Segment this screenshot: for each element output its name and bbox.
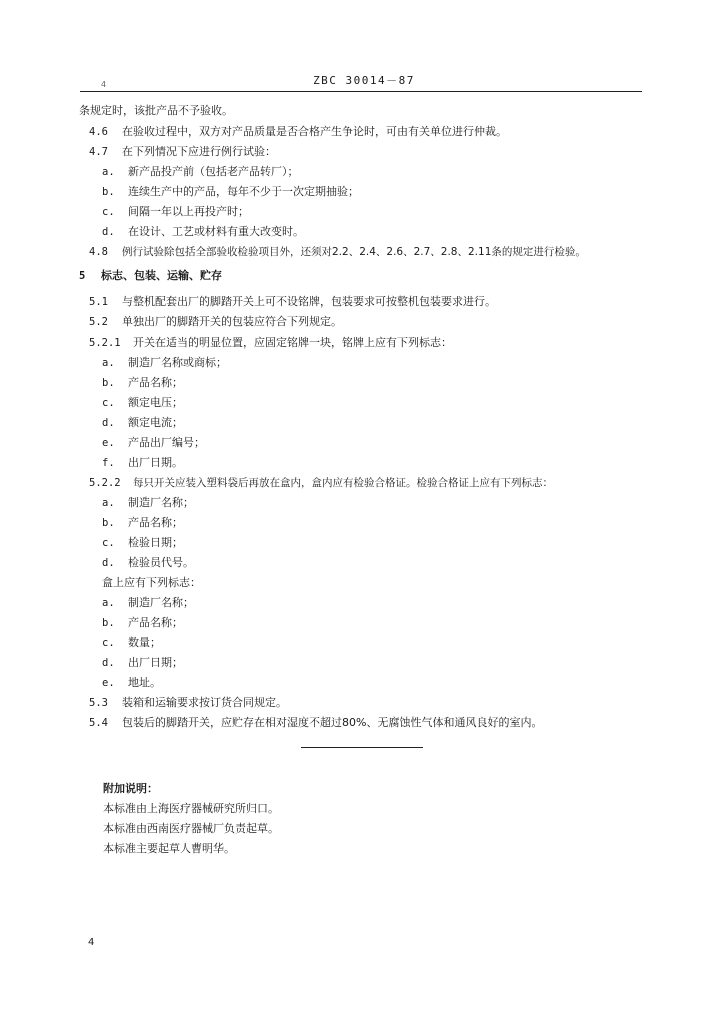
list-item: b. 产品名称； — [102, 376, 183, 389]
list-item: c. 数量； — [102, 636, 161, 649]
list-item: d. 额定电流； — [102, 416, 183, 429]
list-item: b. 连续生产中的产品，每年不少于一次定期抽验； — [102, 185, 359, 198]
header-mark: 4 — [101, 80, 107, 89]
list-item: c. 检验日期； — [102, 536, 183, 549]
clause-5-2-2: 5.2.2 每只开关应装入塑料袋后再放在盒内，盒内应有检验合格证。检验合格证上应有下列标志： — [89, 477, 553, 489]
standard-code: ZBC 30014－87 — [313, 74, 415, 87]
list-item: d. 出厂日期； — [102, 656, 183, 669]
list-item: a. 新产品投产前（包括老产品转厂）； — [102, 165, 299, 178]
list-item: c. 间隔一年以上再投产时； — [102, 205, 249, 218]
list-item: a. 制造厂名称； — [102, 496, 194, 509]
text-line: 条规定时，该批产品不予验收。 — [79, 104, 233, 117]
list-item: b. 产品名称； — [102, 516, 183, 529]
note-line: 本标准由西南医疗器械厂负责起草。 — [103, 822, 279, 835]
notes-title: 附加说明： — [103, 782, 158, 795]
clause-5-4: 5.4 包装后的脚踏开关，应贮存在相对湿度不超过80%、无腐蚀性气体和通风良好的室内。 — [89, 716, 543, 729]
clause-5-2: 5.2 单独出厂的脚踏开关的包装应符合下列规定。 — [89, 315, 342, 328]
list-item: e. 产品出厂编号； — [102, 436, 205, 449]
note-line: 本标准由上海医疗器械研究所归口。 — [103, 802, 279, 815]
section-5-heading: 5 标志、包装、运输、贮存 — [79, 269, 222, 282]
list-item: c. 额定电压； — [102, 396, 183, 409]
note-line: 本标准主要起草人曹明华。 — [103, 842, 235, 855]
clause-4-6: 4.6 在验收过程中，双方对产品质量是否合格产生争论时，可由有关单位进行仲裁。 — [89, 125, 507, 138]
list-item: f. 出厂日期。 — [102, 456, 183, 469]
list-item: e. 地址。 — [102, 676, 161, 689]
clause-4-7: 4.7 在下列情况下应进行例行试验： — [89, 145, 276, 158]
clause-5-3: 5.3 装箱和运输要求按订货合同规定。 — [89, 696, 287, 709]
header-rule — [80, 91, 642, 92]
list-item: a. 制造厂名称或商标； — [102, 356, 227, 369]
clause-4-8: 4.8 例行试验除包括全部验收检验项目外，还须对2.2、2.4、2.6、2.7、2.8、2.11条的规定进行检验。 — [89, 246, 586, 258]
page-number: 4 — [88, 937, 95, 948]
list-item: a. 制造厂名称； — [102, 596, 194, 609]
clause-5-2-1: 5.2.1 开关在适当的明显位置，应固定铭牌一块，铭牌上应有下列标志： — [89, 336, 452, 349]
list-item: d. 在设计、工艺或材料有重大改变时。 — [102, 225, 304, 238]
list-item: b. 产品名称； — [102, 616, 183, 629]
end-separator — [301, 747, 423, 748]
list-item: d. 检验员代号。 — [102, 556, 194, 569]
clause-5-1: 5.1 与整机配套出厂的脚踏开关上可不设铭牌，包装要求可按整机包装要求进行。 — [89, 295, 496, 308]
text-line: 盒上应有下列标志： — [102, 576, 201, 589]
